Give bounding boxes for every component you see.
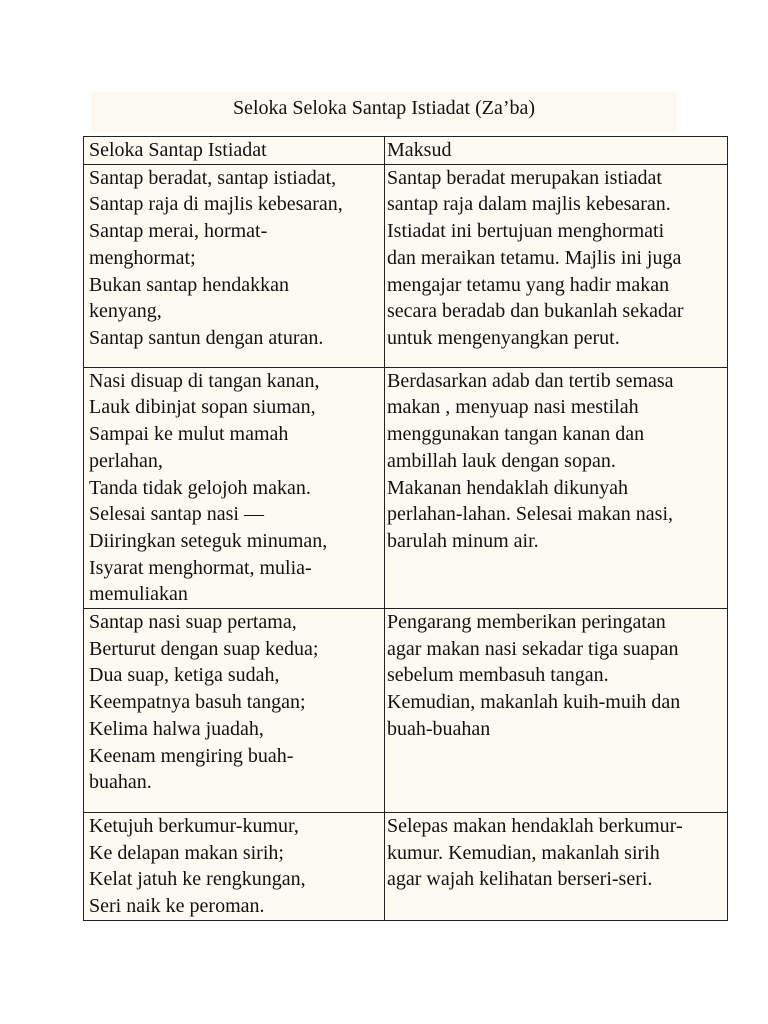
maksud-line: barulah minum air. xyxy=(387,529,539,552)
seloka-line: menghormat; xyxy=(89,246,196,269)
seloka-line: Keempatnya basuh tangan; xyxy=(89,691,306,714)
maksud-line: kumur. Kemudian, makanlah sirih xyxy=(387,841,660,864)
maksud-line: ambillah lauk dengan sopan. xyxy=(387,449,616,472)
maksud-line: buah-buahan xyxy=(387,717,491,740)
seloka-line: Selesai santap nasi — xyxy=(89,503,264,526)
maksud-line: Selepas makan hendaklah berkumur- xyxy=(387,815,683,838)
seloka-line: Bukan santap hendakkan xyxy=(89,273,289,296)
maksud-line: makan , menyuap nasi mestilah xyxy=(387,396,639,419)
maksud-cell xyxy=(385,367,728,608)
seloka-line: Santap beradat, santap istiadat, xyxy=(89,166,337,189)
header-maksud: Maksud xyxy=(385,137,728,165)
maksud-line: sebelum membasuh tangan. xyxy=(387,664,609,687)
maksud-line: mengajar tetamu yang hadir makan xyxy=(387,273,670,296)
seloka-line: Kelima halwa juadah, xyxy=(89,717,264,740)
maksud-cell xyxy=(385,164,728,367)
table-row xyxy=(84,609,728,813)
maksud-line: Kemudian, makanlah kuih-muih dan xyxy=(387,691,681,714)
maksud-cell xyxy=(385,813,728,921)
table-row xyxy=(84,164,728,367)
maksud-line: Makanan hendaklah dikunyah xyxy=(387,476,629,499)
seloka-line: kenyang, xyxy=(89,300,162,323)
seloka-cell xyxy=(84,609,385,813)
seloka-line: Ketujuh berkumur-kumur, xyxy=(89,815,299,838)
seloka-line: Ke delapan makan sirih; xyxy=(89,841,284,864)
maksud-line: secara beradab dan bukanlah sekadar xyxy=(387,300,684,323)
maksud-line: perlahan-lahan. Selesai makan nasi, xyxy=(387,503,673,526)
table-header-row xyxy=(84,137,728,165)
seloka-line: Santap merai, hormat- xyxy=(89,220,268,243)
maksud-line: Pengarang memberikan peringatan xyxy=(387,611,666,634)
seloka-line: Sampai ke mulut mamah xyxy=(89,423,289,446)
seloka-line: Isyarat menghormat, mulia- xyxy=(89,556,312,579)
table-row xyxy=(84,813,728,921)
seloka-line: Nasi disuap di tangan kanan, xyxy=(89,369,320,392)
document-title: Seloka Seloka Santap Istiadat (Za’ba) xyxy=(91,92,677,132)
seloka-line: Santap raja di majlis kebesaran, xyxy=(89,193,343,216)
seloka-line: Kelat jatuh ke rengkungan, xyxy=(89,868,306,891)
seloka-line: Dua suap, ketiga sudah, xyxy=(89,664,280,687)
seloka-line: Tanda tidak gelojoh makan. xyxy=(89,476,311,499)
header-seloka: Seloka Santap Istiadat xyxy=(84,137,385,165)
seloka-table xyxy=(83,136,728,921)
seloka-cell xyxy=(84,367,385,608)
seloka-cell xyxy=(84,164,385,367)
maksud-line: Santap beradat merupakan istiadat xyxy=(387,166,662,189)
seloka-line: Santap nasi suap pertama, xyxy=(89,611,297,634)
seloka-line: memuliakan xyxy=(89,583,188,606)
maksud-cell xyxy=(385,609,728,813)
seloka-line: Santap santun dengan aturan. xyxy=(89,326,324,349)
maksud-line: Berdasarkan adab dan tertib semasa xyxy=(387,369,674,392)
table-row xyxy=(84,367,728,608)
seloka-cell xyxy=(84,813,385,921)
maksud-line: menggunakan tangan kanan dan xyxy=(387,423,645,446)
seloka-line: Berturut dengan suap kedua; xyxy=(89,637,319,660)
maksud-line: dan meraikan tetamu. Majlis ini juga xyxy=(387,246,682,269)
seloka-line: buahan. xyxy=(89,771,152,794)
seloka-line: Keenam mengiring buah- xyxy=(89,744,294,767)
maksud-line: agar makan nasi sekadar tiga suapan xyxy=(387,637,679,660)
seloka-line: Lauk dibinjat sopan siuman, xyxy=(89,396,316,419)
seloka-line: Diiringkan seteguk minuman, xyxy=(89,529,328,552)
seloka-line: Seri naik ke peroman. xyxy=(89,895,265,918)
seloka-line: perlahan, xyxy=(89,449,163,472)
maksud-line: untuk mengenyangkan perut. xyxy=(387,326,620,349)
maksud-line: santap raja dalam majlis kebesaran. xyxy=(387,193,671,216)
maksud-line: agar wajah kelihatan berseri-seri. xyxy=(387,868,653,891)
maksud-line: Istiadat ini bertujuan menghormati xyxy=(387,220,665,243)
